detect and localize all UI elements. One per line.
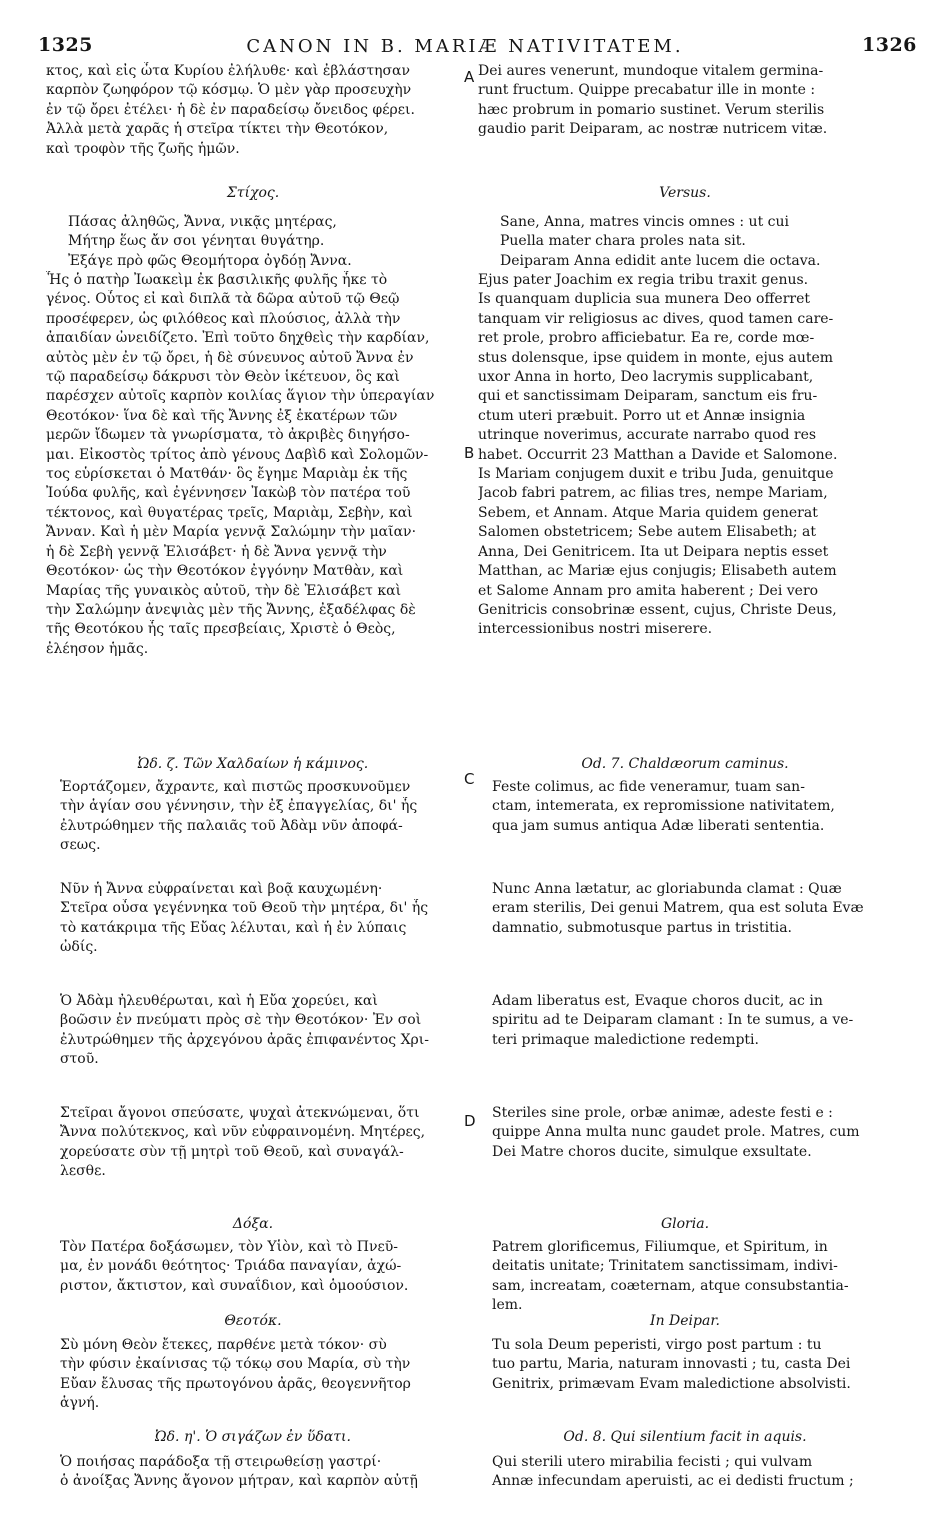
page-number-right: 1326	[862, 34, 917, 56]
text-line: Salomen obstetricem; Sebe autem Elisabeth; at	[478, 524, 817, 541]
text-line: Matthan, ac Mariæ ejus conjugis; Elisabeth autem	[478, 563, 837, 580]
text-line: Τὸν Πατέρα δοξάσωμεν, τὸν Υἱὸν, καὶ τὸ Πνεῦ-	[60, 1239, 398, 1255]
text-line: σεως.	[60, 837, 101, 854]
text-line: Sane, Anna, matres vincis omnes : ut cui	[500, 214, 789, 230]
text-line: κτος, καὶ εἰς ὦτα Κυρίου ἐλήλυθε· καὶ ἐβλάστησαν	[46, 63, 411, 79]
greek-ode8-heading: Ὠδ. η'. Ὁ σιγάζων ἐν ὕδατι.	[155, 1429, 351, 1445]
text-line: ret prole, probro afficiebatur. Ea re, corde mœ-	[478, 330, 815, 347]
text-line: hæc probrum in pomario sustinet. Verum sterilis	[478, 101, 825, 118]
text-line: quippe Anna multa nunc gaudet prole. Matres, cum	[492, 1124, 860, 1141]
text-line: αὐτὸς μὲν ἐν τῷ ὄρει, ἡ δὲ σύνευνος αὐτοῦ Ἄννα ἐν	[46, 349, 414, 366]
text-line: ἐλέησον ἡμᾶς.	[46, 640, 149, 657]
text-line: qui et sanctissimam Deiparam, sanctum eis fru-	[478, 388, 818, 405]
text-line: Ἑορτάζομεν, ἄχραντε, καὶ πιστῶς προσκυνοῦμεν	[60, 779, 411, 795]
greek-doxa	[46, 1238, 460, 1296]
latin-gloria-heading: Gloria.	[660, 1216, 710, 1232]
text-line: Ejus pater Joachim ex regia tribu traxit genus.	[478, 272, 809, 288]
text-line: deitatis unitate; Trinitatem sanctissimam, indivi-	[492, 1258, 838, 1275]
text-line: τὴν Σαλώμην ἀνεψιὰς μὲν τῆς Ἄννης, ἐξαδέλφας δὲ	[46, 601, 416, 618]
text-line: Tu sola Deum peperisti, virgo post partum : tu	[492, 1337, 822, 1353]
text-line: Στεῖραι ἄγονοι σπεύσατε, ψυχαὶ ἀτεκνώμεναι, ὅτι	[60, 1105, 420, 1121]
text-line: Ὁ Ἀδὰμ ἠλευθέρωται, καὶ ἡ Εὔα χορεύει, καὶ	[60, 993, 378, 1009]
text-line: Ἄνναν. Καὶ ἡ μὲν Μαρία γεννᾷ Σαλώμην τὴν μαῖαν·	[46, 524, 417, 541]
text-line: Feste colimus, ac fide veneramur, tuam san-	[492, 779, 805, 795]
text-line: βοῶσιν ἐν πνεύματι πρὸς σὲ τὴν Θεοτόκον· Ἐν σοὶ	[60, 1012, 422, 1029]
text-line: Ἄννα πολύτεκνος, καὶ νῦν εὐφραινομένη. Μητέρες,	[60, 1124, 426, 1141]
latin-ode7-stanza-3	[478, 992, 892, 1050]
text-line: Sebem, et Annam. Atque Maria quidem generat	[478, 504, 818, 521]
text-line: Genitrix, primævam Evam maledictione absolvisti.	[492, 1375, 851, 1392]
text-line: ὁ ἀνοίξας Ἄννης ἄγονον μήτραν, καὶ καρπὸν αὐτῇ	[60, 1473, 418, 1490]
text-line: Patrem glorificemus, Filiumque, et Spiritum, in	[492, 1239, 828, 1255]
greek-theotokion-heading: Θεοτόκ.	[224, 1313, 282, 1329]
text-line: et Salome Annam pro amita haberent ; Dei vero	[478, 582, 819, 599]
greek-intro	[46, 62, 460, 159]
margin-letter-c: C	[464, 770, 475, 788]
text-line: lem.	[492, 1297, 523, 1314]
text-line: Θεοτόκον· ὡς τὴν Θεοτόκον ἐγγόνην Ματθὰν, καὶ	[46, 563, 404, 580]
text-line: Σὺ μόνη Θεὸν ἔτεκες, παρθένε μετὰ τόκον· σὺ	[60, 1337, 387, 1353]
greek-doxa-heading: Δόξα.	[232, 1216, 274, 1232]
text-line: καὶ τροφὸν τῆς ζωῆς ἡμῶν.	[46, 140, 240, 157]
greek-verse	[46, 213, 482, 271]
text-line: Μήτηρ ἕως ἄν σοι γένηται θυγάτηρ.	[68, 233, 325, 250]
greek-theotokion	[46, 1336, 460, 1414]
text-line: Nunc Anna lætatur, ac gloriabunda clamat : Quæ	[492, 881, 842, 897]
latin-ode8	[478, 1453, 892, 1492]
text-line: eram sterilis, Dei genui Matrem, qua est soluta Evæ	[492, 900, 864, 917]
greek-ode7-stanza-4	[46, 1104, 460, 1182]
greek-narrative	[46, 271, 460, 659]
text-line: Πάσας ἀληθῶς, Ἄννα, νικᾷς μητέρας,	[68, 214, 337, 230]
text-line: Ἐξάγε πρὸ φῶς Θεομήτορα ὀγδόῃ Ἄννα.	[68, 252, 352, 269]
text-line: προσέφερεν, ὡς φιλόθεος καὶ πλούσιος, ἀλλὰ τὴν	[46, 310, 401, 327]
latin-verse	[478, 213, 914, 271]
text-line: Annæ infecundam aperuisti, ac ei dedisti fructum ;	[492, 1473, 854, 1490]
text-line: Εὔαν ἔλυσας τῆς πρωτογόνου ἀρᾶς, θεογεννῆτορ	[60, 1375, 411, 1392]
text-line: spiritu ad te Deiparam clamant : In te sumus, a ve-	[492, 1012, 854, 1029]
text-line: Steriles sine prole, orbæ animæ, adeste festi e :	[492, 1105, 833, 1121]
text-line: Adam liberatus est, Evaque choros ducit, ac in	[492, 993, 823, 1009]
text-line: ctum uteri præbuit. Porro ut et Annæ insignia	[478, 407, 806, 424]
text-line: Νῦν ἡ Ἄννα εὐφραίνεται καὶ βοᾷ καυχωμένη·	[60, 881, 383, 897]
greek-stichos-heading: Στίχος.	[226, 185, 280, 201]
greek-ode8	[46, 1453, 460, 1492]
margin-letter-b: B	[464, 444, 475, 462]
text-line: ctam, intemerata, ex repromissione nativitatem,	[492, 798, 835, 815]
margin-letter-a: A	[464, 68, 475, 86]
text-line: Qui sterili utero mirabilia fecisti ; qui vulvam	[492, 1454, 813, 1470]
text-line: τος εὑρίσκεται ὁ Ματθάν· ὃς ἔγημε Μαριὰμ ἐκ τῆς	[46, 466, 408, 483]
latin-versus-heading: Versus.	[659, 185, 711, 201]
text-line: Dei Matre choros ducite, simulque exsultate.	[492, 1143, 812, 1160]
text-line: gaudio parit Deiparam, ac nostræ nutricem vitæ.	[478, 121, 828, 138]
latin-narrative	[478, 271, 892, 640]
text-line: ἀπαιδίαν ὠνειδίζετο. Ἐπὶ τοῦτο δηχθεὶς τὴν καρδίαν,	[46, 330, 430, 347]
page-header	[0, 0, 930, 60]
text-line: ἐν τῷ ὄρει ἐτέλει· ἡ δὲ ἐν παραδείσῳ ὄνειδος φέρει.	[46, 101, 415, 118]
text-line: Ἧς ὁ πατὴρ Ἰωακεὶμ ἐκ βασιλικῆς φυλῆς ἧκε τὸ	[46, 272, 388, 288]
text-line: teri primaque maledictione redempti.	[492, 1031, 759, 1048]
text-line: uxor Anna in horto, Deo lacrymis supplicabant,	[478, 369, 814, 386]
margin-letter-d: D	[464, 1112, 476, 1130]
text-line: γένος. Οὗτος εἰ καὶ διπλᾶ τὰ δῶρα αὐτοῦ τῷ Θεῷ	[46, 291, 400, 308]
text-line: τὸ κατάκριμα τῆς Εὔας λέλυται, καὶ ἡ ἐν λύπαις	[60, 919, 407, 936]
text-line: Is Mariam conjugem duxit e tribu Juda, genuitque	[478, 466, 834, 483]
text-line: Genitricis consobrinæ essent, cujus, Christe Deus,	[478, 601, 837, 618]
text-line: τέκτονος, καὶ θυγατέρας τρεῖς, Μαριὰμ, Σεβὴν, καὶ	[46, 504, 413, 521]
text-line: utrinque noverimus, accurate narrabo quod res	[478, 427, 817, 444]
text-line: μα, ἐν μονάδι θεότητος· Τριάδα παναγίαν, ἀχώ-	[60, 1258, 402, 1275]
text-line: runt fructum. Quippe precabatur ille in monte :	[478, 82, 816, 99]
text-line: tuo partu, Maria, naturam innovasti ; tu, casta Dei	[492, 1356, 851, 1373]
text-line: Ἀλλὰ μετὰ χαρᾶς ἡ στεῖρα τίκτει τὴν Θεοτόκον,	[46, 121, 389, 138]
text-line: τῆς Θεοτόκου ἧς ταῖς πρεσβείαις, Χριστὲ ὁ Θεὸς,	[46, 621, 396, 638]
latin-gloria	[478, 1238, 892, 1316]
latin-ode7-stanza-2	[478, 880, 892, 938]
text-line: Ἰούδα φυλῆς, καὶ ἐγέννησεν Ἰακὼβ τὸν πατέρα τοῦ	[46, 485, 411, 502]
greek-ode7-heading: Ὠδ. ζ. Τῶν Χαλδαίων ἡ κάμινος.	[137, 756, 369, 772]
greek-ode7-stanza-3	[46, 992, 460, 1070]
latin-ode7-heading: Od. 7. Chaldæorum caminus.	[581, 756, 789, 772]
text-line: tanquam vir religiosus ac dives, quod tamen care-	[478, 310, 834, 327]
greek-ode7-stanza-2	[46, 880, 460, 958]
text-line: ριστον, ἄκτιστον, καὶ συναΐδιον, καὶ ὁμοούσιον.	[60, 1277, 409, 1294]
text-line: ἡ δὲ Σεβὴ γεννᾷ Ἐλισάβετ· ἡ δὲ Ἄννα γεννᾷ τὴν	[46, 543, 387, 560]
running-title: CANON IN B. MARIÆ NATIVITATEM.	[246, 36, 684, 57]
text-line: τῷ παραδείσῳ δάκρυσι τὸν Θεὸν ἱκέτευον, ὃς καὶ	[46, 369, 400, 386]
text-line: Μαρίας τῆς γυναικὸς αὐτοῦ, τὴν δὲ Ἐλισάβετ καὶ	[46, 582, 402, 599]
latin-intro	[478, 62, 892, 140]
text-line: ἁγνή.	[60, 1395, 100, 1412]
text-line: Is quanquam duplicia sua munera Deo offerret	[478, 291, 810, 308]
text-line: τὴν φύσιν ἐκαίνισας τῷ τόκῳ σου Μαρία, σὺ τὴν	[60, 1356, 411, 1373]
text-line: Ὁ ποιήσας παράδοξα τῇ στειρωθείσῃ γαστρί·	[60, 1454, 382, 1470]
text-line: τὴν ἁγίαν σου γέννησιν, τὴν ἐξ ἐπαγγελίας, δι' ἧς	[60, 798, 418, 815]
latin-ode7-stanza-1	[478, 778, 892, 836]
text-line: λεσθε.	[60, 1163, 106, 1180]
text-line: qua jam sumus antiqua Adæ liberati sententia.	[492, 817, 825, 834]
text-line: damnatio, submotusque partus in tristitia.	[492, 919, 792, 936]
text-line: μερῶν ἴδωμεν τὰ γνωρίσματα, τὸ ἀκριβὲς διηγήσο-	[46, 427, 410, 444]
text-line: Puella mater chara proles nata sit.	[500, 233, 746, 250]
latin-ode7-stanza-4	[478, 1104, 892, 1162]
latin-deipar	[478, 1336, 892, 1394]
text-line: stus dolensque, ipse quidem in monte, ejus autem	[478, 349, 834, 366]
text-line: στοῦ.	[60, 1051, 99, 1068]
text-line: ἐλυτρώθημεν τῆς ἀρχεγόνου ἀρᾶς ἐπιφανέντος Χρι-	[60, 1031, 430, 1048]
text-line: ὠδίς.	[60, 939, 98, 956]
latin-ode8-heading: Od. 8. Qui silentium facit in aquis.	[563, 1429, 807, 1445]
text-line: μαι. Εἰκοστὸς τρίτος ἀπὸ γένους Δαβὶδ καὶ Σολομῶν-	[46, 446, 429, 463]
text-line: ἐλυτρώθημεν τῆς παλαιᾶς τοῦ Ἀδὰμ νῦν ἀποφά-	[60, 817, 403, 834]
text-line: Jacob fabri patrem, ac filias tres, nempe Mariam,	[478, 485, 828, 502]
text-line: παρέσχεν αὐτοῖς καρπὸν κοιλίας ἅγιον τὴν ὑπεραγίαν	[46, 388, 435, 405]
text-line: χορεύσατε σὺν τῇ μητρὶ τοῦ Θεοῦ, καὶ συναγάλ-	[60, 1143, 404, 1160]
latin-deipar-heading: In Deipar.	[650, 1313, 720, 1329]
text-line: Deiparam Anna edidit ante lucem die octava.	[500, 252, 821, 269]
text-line: intercessionibus nostri miserere.	[478, 621, 713, 638]
text-line: Θεοτόκον· ἵνα δὲ καὶ τῆς Ἄννης ἐξ ἑκατέρων τῶν	[46, 407, 398, 424]
text-line: καρπὸν ζωηφόρον τῷ κόσμῳ. Ὁ μὲν γὰρ προσευχὴν	[46, 82, 412, 99]
text-line: habet. Occurrit 23 Matthan a Davide et Salomone.	[478, 446, 838, 463]
page-number-left: 1325	[38, 34, 93, 56]
text-line: Anna, Dei Genitricem. Ita ut Deipara neptis esset	[478, 543, 829, 560]
greek-ode7-stanza-1	[46, 778, 460, 856]
text-line: sam, increatam, coæternam, atque consubstantia-	[492, 1277, 849, 1294]
text-line: Στεῖρα οὖσα γεγέννηκα τοῦ Θεοῦ τὴν μητέρα, δι' ἧς	[60, 900, 429, 917]
text-line: Dei aures venerunt, mundoque vitalem germina-	[478, 63, 824, 79]
